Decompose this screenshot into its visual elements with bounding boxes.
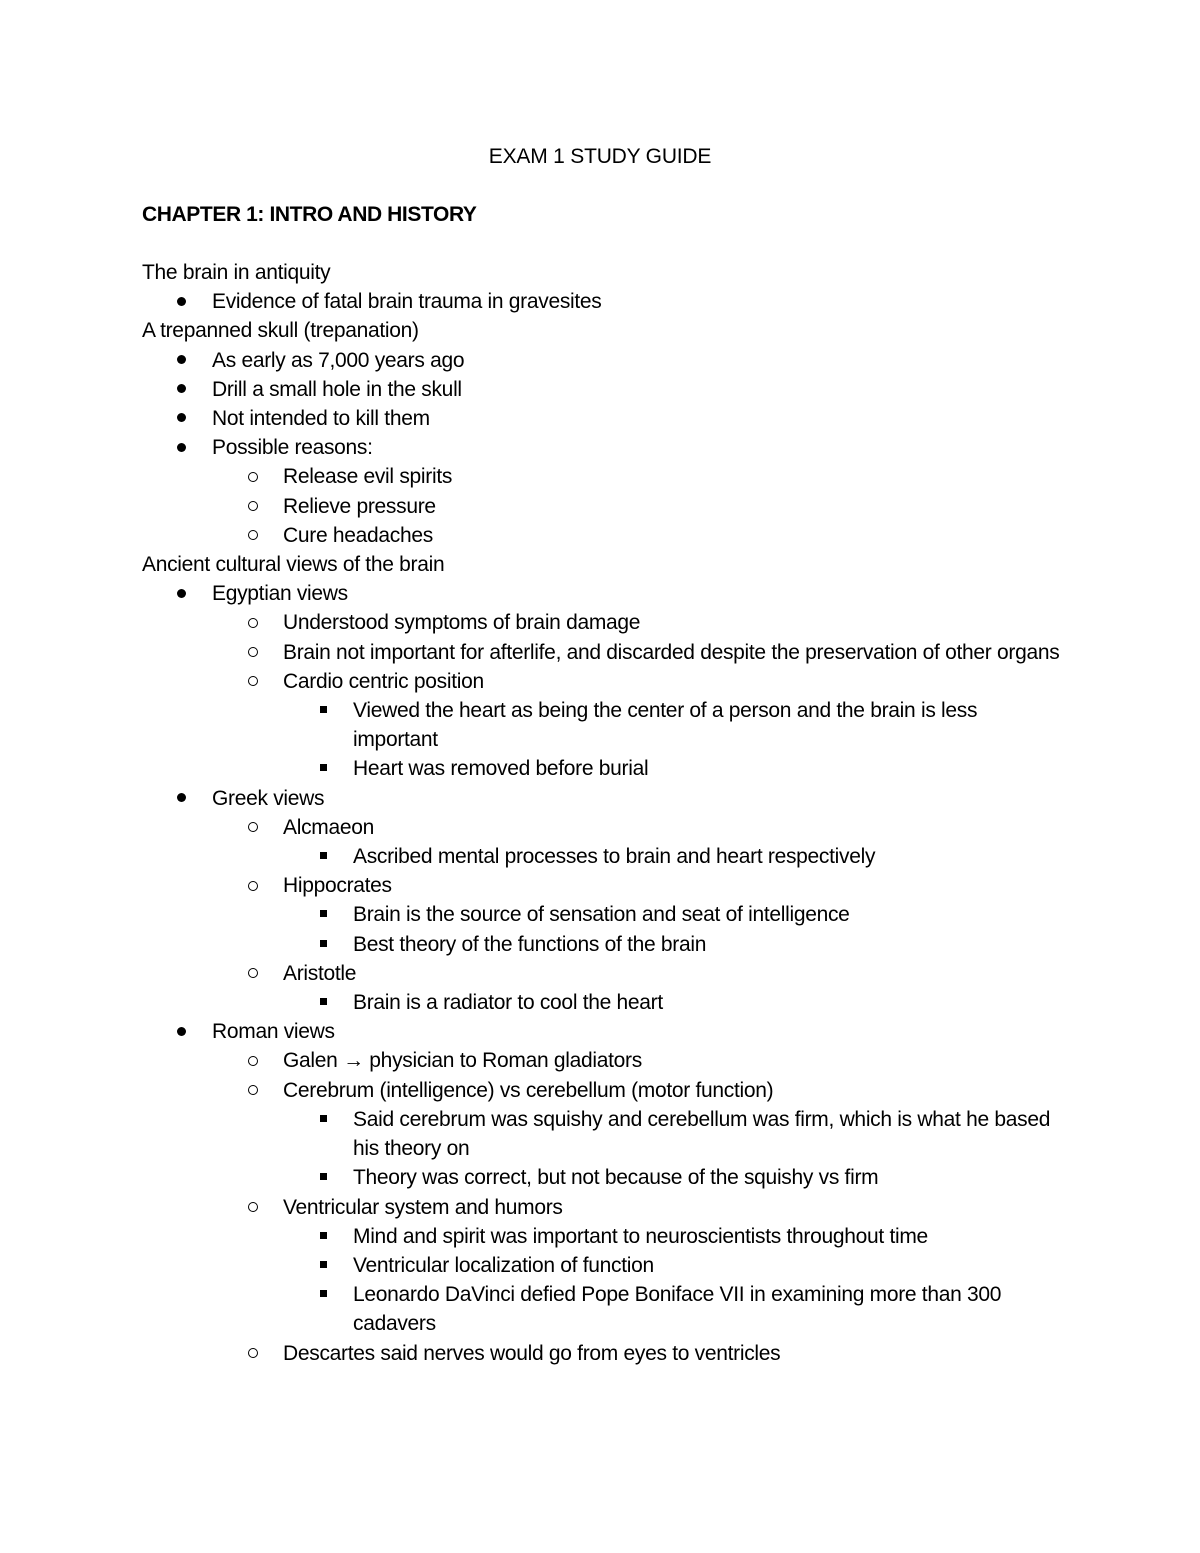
outline-item — [142, 492, 1062, 521]
outline-item-text: Mind and spirit was important to neuroscientists throughout time — [353, 1224, 928, 1248]
outline-item — [142, 638, 1062, 667]
bullet-dot-icon — [171, 784, 191, 813]
outline-item — [142, 287, 1062, 316]
bullet-dot-icon — [171, 1017, 191, 1046]
outline-item — [142, 784, 1062, 813]
outline-item — [142, 1046, 1062, 1075]
outline-item-text: Roman views — [212, 1020, 335, 1044]
outline-item-text: Hippocrates — [283, 874, 392, 898]
outline-item — [142, 900, 1062, 929]
bullet-dot-icon — [171, 287, 191, 316]
bullet-circle-icon — [243, 1076, 263, 1105]
bullet-square-icon — [313, 754, 333, 783]
outline-item-text: Cerebrum (intelligence) vs cerebellum (motor function) — [283, 1078, 774, 1102]
bullet-dot-icon — [171, 375, 191, 404]
outline-item — [142, 608, 1062, 637]
bullet-square-icon — [313, 1105, 333, 1134]
outline-item — [142, 1339, 1062, 1368]
outline-item-text: A trepanned skull (trepanation) — [142, 319, 419, 343]
bullet-square-icon — [313, 1222, 333, 1251]
bullet-circle-icon — [243, 667, 263, 696]
outline-item-text: Brain is the source of sensation and seat of intelligence — [353, 903, 850, 927]
bullet-dot-icon — [171, 579, 191, 608]
outline-item-text: Relieve pressure — [283, 494, 436, 518]
bullet-circle-icon — [243, 638, 263, 667]
outline-item-text: Viewed the heart as being the center of a person and the brain is less important — [353, 699, 978, 752]
outline-item — [142, 959, 1062, 988]
study-outline — [142, 258, 1062, 1368]
outline-item-text: Drill a small hole in the skull — [212, 377, 462, 401]
outline-item — [142, 1222, 1062, 1251]
outline-item — [142, 521, 1062, 550]
bullet-circle-icon — [243, 608, 263, 637]
outline-item — [142, 1017, 1062, 1046]
outline-item — [142, 988, 1062, 1017]
outline-item-text: Cardio centric position — [283, 669, 484, 693]
outline-item — [142, 842, 1062, 871]
outline-item-text: Egyptian views — [212, 582, 348, 606]
outline-item — [142, 433, 1062, 462]
outline-item-text: Ventricular localization of function — [353, 1253, 654, 1277]
outline-item-text: Cure headaches — [283, 523, 433, 547]
bullet-square-icon — [313, 842, 333, 871]
bullet-square-icon — [313, 930, 333, 959]
outline-item-text: Best theory of the functions of the brain — [353, 932, 707, 956]
outline-item-text: Possible reasons: — [212, 436, 373, 460]
outline-item-text: Said cerebrum was squishy and cerebellum was firm, which is what he based his theory on — [353, 1107, 1051, 1161]
outline-item-text: Understood symptoms of brain damage — [283, 611, 641, 635]
outline-item-text: Not intended to kill them — [212, 407, 430, 431]
outline-item — [142, 1280, 1062, 1338]
outline-item-text: Galen → physician to Roman gladiators — [283, 1049, 642, 1073]
bullet-square-icon — [313, 900, 333, 929]
outline-item-text: As early as 7,000 years ago — [212, 348, 465, 372]
bullet-dot-icon — [171, 433, 191, 462]
bullet-circle-icon — [243, 813, 263, 842]
outline-heading — [142, 316, 1062, 345]
outline-item-text: Ascribed mental processes to brain and heart respectively — [353, 845, 876, 869]
bullet-circle-icon — [243, 521, 263, 550]
bullet-circle-icon — [243, 959, 263, 988]
outline-item-text: Release evil spirits — [283, 465, 453, 489]
outline-item-text: Theory was correct, but not because of the squishy vs firm — [353, 1166, 879, 1190]
bullet-circle-icon — [243, 871, 263, 900]
bullet-dot-icon — [171, 346, 191, 375]
bullet-circle-icon — [243, 1193, 263, 1222]
bullet-square-icon — [313, 1163, 333, 1192]
outline-item — [142, 1251, 1062, 1280]
bullet-circle-icon — [243, 1046, 263, 1075]
outline-item — [142, 813, 1062, 842]
outline-item-text: Ancient cultural views of the brain — [142, 553, 445, 577]
chapter-heading: CHAPTER 1: INTRO AND HISTORY — [142, 203, 477, 226]
outline-heading — [142, 258, 1062, 287]
bullet-square-icon — [313, 988, 333, 1017]
outline-item-text: Greek views — [212, 786, 325, 810]
outline-item — [142, 667, 1062, 696]
outline-item — [142, 930, 1062, 959]
outline-item — [142, 346, 1062, 375]
bullet-dot-icon — [171, 404, 191, 433]
outline-item — [142, 404, 1062, 433]
outline-item — [142, 871, 1062, 900]
outline-item-text: The brain in antiquity — [142, 261, 331, 284]
bullet-square-icon — [313, 1251, 333, 1280]
outline-item — [142, 754, 1062, 783]
bullet-square-icon — [313, 1280, 333, 1309]
outline-item — [142, 1076, 1062, 1105]
outline-item-text: Brain not important for afterlife, and discarded despite the preservation of other organs — [283, 640, 1060, 664]
outline-item — [142, 1163, 1062, 1192]
outline-item-text: Aristotle — [283, 961, 357, 985]
outline-item-text: Ventricular system and humors — [283, 1195, 563, 1219]
outline-item-text: Leonardo DaVinci defied Pope Boniface VII in examining more than 300 cadavers — [353, 1283, 1002, 1336]
bullet-circle-icon — [243, 1339, 263, 1368]
outline-item — [142, 1105, 1062, 1163]
outline-item — [142, 579, 1062, 608]
outline-item — [142, 1193, 1062, 1222]
outline-item-text: Heart was removed before burial — [353, 757, 649, 781]
outline-item-text: Alcmaeon — [283, 815, 374, 839]
bullet-circle-icon — [243, 462, 263, 491]
outline-item-text: Descartes said nerves would go from eyes to ventricles — [283, 1341, 781, 1365]
bullet-circle-icon — [243, 492, 263, 521]
outline-item — [142, 696, 1062, 754]
outline-item-text: Brain is a radiator to cool the heart — [353, 991, 663, 1015]
bullet-square-icon — [313, 696, 333, 725]
page-title: EXAM 1 STUDY GUIDE — [488, 145, 712, 168]
outline-item — [142, 462, 1062, 491]
outline-heading — [142, 550, 1062, 579]
outline-item — [142, 375, 1062, 404]
outline-item-text: Evidence of fatal brain trauma in gravesites — [212, 290, 602, 314]
